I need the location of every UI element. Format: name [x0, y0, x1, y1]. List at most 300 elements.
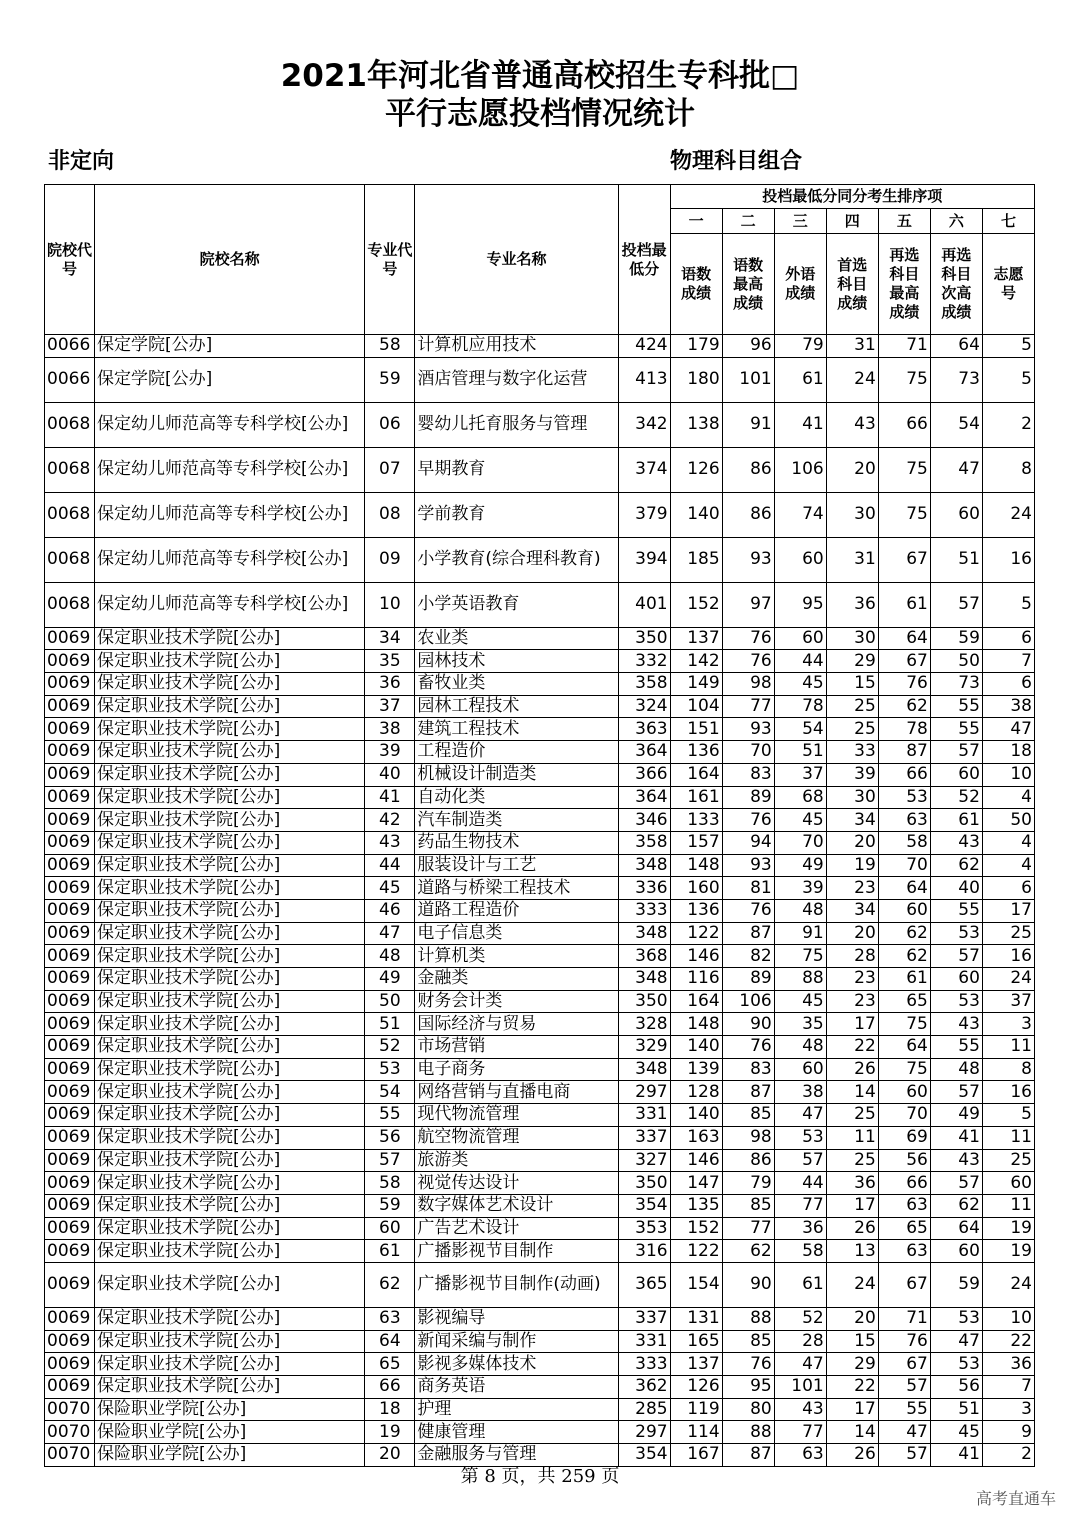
- school-code-cell: 0069: [45, 899, 95, 922]
- tiebreak-cell: 75: [774, 945, 826, 968]
- tiebreak-cell: 88: [722, 1421, 774, 1444]
- tiebreak-cell: 86: [722, 447, 774, 492]
- major-name-cell: 学前教育: [415, 492, 618, 537]
- major-code-cell: 47: [365, 922, 415, 945]
- major-code-cell: 58: [365, 1172, 415, 1195]
- major-name-cell: 网络营销与直播电商: [415, 1081, 618, 1104]
- header-order-1: 一: [670, 209, 722, 234]
- tiebreak-cell: 20: [826, 1307, 878, 1330]
- tiebreak-cell: 87: [722, 1444, 774, 1467]
- tiebreak-cell: 78: [878, 718, 930, 741]
- tiebreak-cell: 146: [670, 945, 722, 968]
- tiebreak-cell: 7: [982, 650, 1034, 673]
- tiebreak-cell: 5: [982, 582, 1034, 627]
- tiebreak-cell: 55: [930, 899, 982, 922]
- tiebreak-cell: 94: [722, 831, 774, 854]
- major-code-cell: 19: [365, 1421, 415, 1444]
- tiebreak-cell: 6: [982, 877, 1034, 900]
- school-name-cell: 保险职业学院[公办]: [95, 1421, 365, 1444]
- tiebreak-cell: 47: [930, 447, 982, 492]
- tiebreak-cell: 161: [670, 786, 722, 809]
- tiebreak-cell: 16: [982, 1081, 1034, 1104]
- major-code-cell: 42: [365, 809, 415, 832]
- tiebreak-cell: 6: [982, 627, 1034, 650]
- min-score-cell: 348: [618, 1058, 670, 1081]
- tiebreak-cell: 24: [826, 357, 878, 402]
- tiebreak-cell: 85: [722, 1330, 774, 1353]
- tiebreak-cell: 6: [982, 673, 1034, 696]
- tiebreak-cell: 88: [774, 968, 826, 991]
- header-major-code: 专业代号: [365, 185, 415, 335]
- tiebreak-cell: 43: [930, 1149, 982, 1172]
- tiebreak-cell: 95: [774, 582, 826, 627]
- tiebreak-cell: 60: [774, 1058, 826, 1081]
- table-row: [45, 1262, 1035, 1307]
- tiebreak-cell: 75: [878, 447, 930, 492]
- tiebreak-cell: 90: [722, 1013, 774, 1036]
- school-name-cell: 保定职业技术学院[公办]: [95, 1240, 365, 1263]
- tiebreak-cell: 77: [774, 1194, 826, 1217]
- tiebreak-cell: 139: [670, 1058, 722, 1081]
- major-name-cell: 小学英语教育: [415, 582, 618, 627]
- tiebreak-cell: 23: [826, 968, 878, 991]
- school-code-cell: 0069: [45, 990, 95, 1013]
- tiebreak-cell: 62: [878, 945, 930, 968]
- tiebreak-cell: 37: [982, 990, 1034, 1013]
- tiebreak-cell: 106: [722, 990, 774, 1013]
- watermark: 高考直通车: [975, 1489, 1056, 1508]
- table-row: [45, 1240, 1035, 1263]
- tiebreak-cell: 74: [774, 492, 826, 537]
- min-score-cell: 329: [618, 1036, 670, 1059]
- school-name-cell: 保定学院[公办]: [95, 357, 365, 402]
- school-code-cell: 0069: [45, 1081, 95, 1104]
- major-name-cell: 广播影视节目制作(动画): [415, 1262, 618, 1307]
- tiebreak-cell: 64: [878, 877, 930, 900]
- school-code-cell: 0068: [45, 582, 95, 627]
- school-code-cell: 0070: [45, 1421, 95, 1444]
- major-code-cell: 08: [365, 492, 415, 537]
- school-name-cell: 保定职业技术学院[公办]: [95, 1013, 365, 1036]
- tiebreak-cell: 4: [982, 786, 1034, 809]
- header-school-name: 院校名称: [95, 185, 365, 335]
- school-name-cell: 保定职业技术学院[公办]: [95, 1194, 365, 1217]
- tiebreak-cell: 66: [878, 402, 930, 447]
- tiebreak-cell: 57: [878, 1444, 930, 1467]
- major-name-cell: 园林工程技术: [415, 695, 618, 718]
- min-score-cell: 346: [618, 809, 670, 832]
- school-code-cell: 0068: [45, 447, 95, 492]
- tiebreak-cell: 57: [930, 1081, 982, 1104]
- subtitle-left: 非定向: [48, 149, 115, 174]
- tiebreak-cell: 34: [826, 809, 878, 832]
- header-tiebreak-2: 语数最高成绩: [722, 234, 774, 335]
- min-score-cell: 394: [618, 537, 670, 582]
- major-code-cell: 58: [365, 335, 415, 358]
- table-row: [45, 741, 1035, 764]
- tiebreak-cell: 79: [722, 1172, 774, 1195]
- school-name-cell: 保定职业技术学院[公办]: [95, 741, 365, 764]
- tiebreak-cell: 95: [722, 1376, 774, 1399]
- major-code-cell: 35: [365, 650, 415, 673]
- table-row: [45, 1036, 1035, 1059]
- table-row: [45, 1376, 1035, 1399]
- school-name-cell: 保定职业技术学院[公办]: [95, 922, 365, 945]
- min-score-cell: 328: [618, 1013, 670, 1036]
- tiebreak-cell: 55: [930, 1036, 982, 1059]
- tiebreak-cell: 13: [826, 1240, 878, 1263]
- tiebreak-cell: 17: [982, 899, 1034, 922]
- school-code-cell: 0069: [45, 1194, 95, 1217]
- school-code-cell: 0069: [45, 1013, 95, 1036]
- tiebreak-cell: 45: [930, 1421, 982, 1444]
- tiebreak-cell: 29: [826, 1353, 878, 1376]
- school-name-cell: 保险职业学院[公办]: [95, 1398, 365, 1421]
- tiebreak-cell: 97: [722, 582, 774, 627]
- major-code-cell: 38: [365, 718, 415, 741]
- table-row: [45, 1104, 1035, 1127]
- tiebreak-cell: 126: [670, 447, 722, 492]
- major-name-cell: 影视编导: [415, 1307, 618, 1330]
- table-row: [45, 650, 1035, 673]
- header-tiebreak-5: 再选科目最高成绩: [878, 234, 930, 335]
- page-title-line2: 平行志愿投档情况统计: [385, 96, 695, 132]
- tiebreak-cell: 160: [670, 877, 722, 900]
- school-name-cell: 保定学院[公办]: [95, 335, 365, 358]
- tiebreak-cell: 91: [774, 922, 826, 945]
- tiebreak-cell: 58: [774, 1240, 826, 1263]
- school-code-cell: 0069: [45, 650, 95, 673]
- tiebreak-cell: 67: [878, 650, 930, 673]
- tiebreak-cell: 63: [878, 1240, 930, 1263]
- major-code-cell: 36: [365, 673, 415, 696]
- tiebreak-cell: 36: [826, 1172, 878, 1195]
- tiebreak-cell: 54: [774, 718, 826, 741]
- tiebreak-cell: 18: [982, 741, 1034, 764]
- tiebreak-cell: 87: [878, 741, 930, 764]
- tiebreak-cell: 64: [878, 627, 930, 650]
- tiebreak-cell: 20: [826, 922, 878, 945]
- major-name-cell: 数字媒体艺术设计: [415, 1194, 618, 1217]
- tiebreak-cell: 136: [670, 899, 722, 922]
- tiebreak-cell: 128: [670, 1081, 722, 1104]
- tiebreak-cell: 106: [774, 447, 826, 492]
- tiebreak-cell: 54: [930, 402, 982, 447]
- tiebreak-cell: 25: [982, 922, 1034, 945]
- school-code-cell: 0069: [45, 1262, 95, 1307]
- school-code-cell: 0069: [45, 1172, 95, 1195]
- tiebreak-cell: 77: [722, 1217, 774, 1240]
- tiebreak-cell: 77: [722, 695, 774, 718]
- tiebreak-cell: 62: [878, 695, 930, 718]
- major-code-cell: 64: [365, 1330, 415, 1353]
- min-score-cell: 358: [618, 673, 670, 696]
- table-row: [45, 831, 1035, 854]
- tiebreak-cell: 23: [826, 990, 878, 1013]
- tiebreak-cell: 152: [670, 582, 722, 627]
- min-score-cell: 366: [618, 763, 670, 786]
- tiebreak-cell: 47: [774, 1353, 826, 1376]
- school-name-cell: 保定幼儿师范高等专科学校[公办]: [95, 447, 365, 492]
- major-code-cell: 06: [365, 402, 415, 447]
- major-code-cell: 50: [365, 990, 415, 1013]
- school-code-cell: 0069: [45, 1104, 95, 1127]
- tiebreak-cell: 30: [826, 786, 878, 809]
- major-name-cell: 工程造价: [415, 741, 618, 764]
- tiebreak-cell: 17: [826, 1398, 878, 1421]
- table-row: [45, 899, 1035, 922]
- min-score-cell: 331: [618, 1330, 670, 1353]
- table-row: [45, 809, 1035, 832]
- major-code-cell: 48: [365, 945, 415, 968]
- school-name-cell: 保定职业技术学院[公办]: [95, 809, 365, 832]
- min-score-cell: 368: [618, 945, 670, 968]
- tiebreak-cell: 57: [774, 1149, 826, 1172]
- major-name-cell: 酒店管理与数字化运营: [415, 357, 618, 402]
- school-name-cell: 保定职业技术学院[公办]: [95, 968, 365, 991]
- table-row: [45, 1058, 1035, 1081]
- school-name-cell: 保定职业技术学院[公办]: [95, 945, 365, 968]
- tiebreak-cell: 64: [878, 1036, 930, 1059]
- tiebreak-cell: 122: [670, 1240, 722, 1263]
- major-code-cell: 65: [365, 1353, 415, 1376]
- tiebreak-cell: 30: [826, 627, 878, 650]
- page-footer: 第 8 页，共 259 页: [460, 1466, 620, 1487]
- school-name-cell: 保定职业技术学院[公办]: [95, 1149, 365, 1172]
- school-name-cell: 保定幼儿师范高等专科学校[公办]: [95, 402, 365, 447]
- tiebreak-cell: 51: [930, 537, 982, 582]
- tiebreak-cell: 149: [670, 673, 722, 696]
- tiebreak-cell: 30: [826, 492, 878, 537]
- major-name-cell: 计算机类: [415, 945, 618, 968]
- tiebreak-cell: 98: [722, 673, 774, 696]
- tiebreak-cell: 44: [774, 650, 826, 673]
- tiebreak-cell: 87: [722, 1081, 774, 1104]
- min-score-cell: 324: [618, 695, 670, 718]
- tiebreak-cell: 38: [774, 1081, 826, 1104]
- tiebreak-cell: 86: [722, 1149, 774, 1172]
- tiebreak-cell: 26: [826, 1058, 878, 1081]
- min-score-cell: 297: [618, 1081, 670, 1104]
- tiebreak-cell: 26: [826, 1217, 878, 1240]
- tiebreak-cell: 61: [930, 809, 982, 832]
- tiebreak-cell: 83: [722, 763, 774, 786]
- tiebreak-cell: 10: [982, 1307, 1034, 1330]
- major-code-cell: 54: [365, 1081, 415, 1104]
- tiebreak-cell: 61: [878, 582, 930, 627]
- school-code-cell: 0069: [45, 1058, 95, 1081]
- tiebreak-cell: 3: [982, 1398, 1034, 1421]
- tiebreak-cell: 57: [930, 741, 982, 764]
- tiebreak-cell: 148: [670, 1013, 722, 1036]
- tiebreak-cell: 60: [930, 492, 982, 537]
- major-name-cell: 机械设计制造类: [415, 763, 618, 786]
- min-score-cell: 374: [618, 447, 670, 492]
- min-score-cell: 342: [618, 402, 670, 447]
- tiebreak-cell: 14: [826, 1421, 878, 1444]
- min-score-cell: 401: [618, 582, 670, 627]
- tiebreak-cell: 152: [670, 1217, 722, 1240]
- tiebreak-cell: 66: [878, 763, 930, 786]
- school-name-cell: 保定职业技术学院[公办]: [95, 1217, 365, 1240]
- school-code-cell: 0069: [45, 741, 95, 764]
- school-name-cell: 保定职业技术学院[公办]: [95, 673, 365, 696]
- table-row: [45, 447, 1035, 492]
- tiebreak-cell: 29: [826, 650, 878, 673]
- table-row: [45, 695, 1035, 718]
- tiebreak-cell: 60: [930, 1240, 982, 1263]
- table-row: [45, 877, 1035, 900]
- tiebreak-cell: 79: [774, 335, 826, 358]
- major-code-cell: 56: [365, 1126, 415, 1149]
- page-title-line1: 2021年河北省普通高校招生专科批□: [280, 58, 800, 94]
- tiebreak-cell: 126: [670, 1376, 722, 1399]
- tiebreak-cell: 36: [774, 1217, 826, 1240]
- tiebreak-cell: 53: [930, 1353, 982, 1376]
- tiebreak-cell: 167: [670, 1444, 722, 1467]
- tiebreak-cell: 35: [774, 1013, 826, 1036]
- tiebreak-cell: 101: [722, 357, 774, 402]
- school-code-cell: 0069: [45, 718, 95, 741]
- major-code-cell: 09: [365, 537, 415, 582]
- tiebreak-cell: 60: [982, 1172, 1034, 1195]
- tiebreak-cell: 104: [670, 695, 722, 718]
- tiebreak-cell: 37: [774, 763, 826, 786]
- school-code-cell: 0068: [45, 492, 95, 537]
- tiebreak-cell: 47: [878, 1421, 930, 1444]
- table-row: [45, 627, 1035, 650]
- school-code-cell: 0066: [45, 335, 95, 358]
- min-score-cell: 336: [618, 877, 670, 900]
- header-order-5: 五: [878, 209, 930, 234]
- major-name-cell: 服装设计与工艺: [415, 854, 618, 877]
- major-name-cell: 广告艺术设计: [415, 1217, 618, 1240]
- tiebreak-cell: 135: [670, 1194, 722, 1217]
- tiebreak-cell: 55: [930, 695, 982, 718]
- min-score-cell: 337: [618, 1126, 670, 1149]
- major-name-cell: 道路与桥梁工程技术: [415, 877, 618, 900]
- min-score-cell: 358: [618, 831, 670, 854]
- min-score-cell: 363: [618, 718, 670, 741]
- tiebreak-cell: 53: [878, 786, 930, 809]
- min-score-cell: 364: [618, 741, 670, 764]
- school-code-cell: 0069: [45, 968, 95, 991]
- school-name-cell: 保定职业技术学院[公办]: [95, 695, 365, 718]
- tiebreak-cell: 24: [982, 968, 1034, 991]
- school-name-cell: 保定职业技术学院[公办]: [95, 1330, 365, 1353]
- tiebreak-cell: 70: [878, 1104, 930, 1127]
- school-name-cell: 保定职业技术学院[公办]: [95, 1172, 365, 1195]
- school-name-cell: 保定职业技术学院[公办]: [95, 990, 365, 1013]
- tiebreak-cell: 53: [930, 922, 982, 945]
- school-name-cell: 保定职业技术学院[公办]: [95, 786, 365, 809]
- major-name-cell: 畜牧业类: [415, 673, 618, 696]
- tiebreak-cell: 20: [826, 447, 878, 492]
- tiebreak-cell: 83: [722, 1058, 774, 1081]
- school-code-cell: 0069: [45, 809, 95, 832]
- tiebreak-cell: 69: [878, 1126, 930, 1149]
- tiebreak-cell: 19: [826, 854, 878, 877]
- school-code-cell: 0069: [45, 1330, 95, 1353]
- tiebreak-cell: 55: [878, 1398, 930, 1421]
- table-row: [45, 945, 1035, 968]
- tiebreak-cell: 180: [670, 357, 722, 402]
- tiebreak-cell: 76: [878, 1330, 930, 1353]
- tiebreak-cell: 76: [722, 1353, 774, 1376]
- school-name-cell: 保定职业技术学院[公办]: [95, 1353, 365, 1376]
- tiebreak-cell: 76: [722, 627, 774, 650]
- tiebreak-cell: 58: [878, 831, 930, 854]
- tiebreak-cell: 2: [982, 1444, 1034, 1467]
- tiebreak-cell: 25: [826, 695, 878, 718]
- tiebreak-cell: 16: [982, 537, 1034, 582]
- tiebreak-cell: 5: [982, 335, 1034, 358]
- school-name-cell: 保定职业技术学院[公办]: [95, 877, 365, 900]
- header-min-score: 投档最低分: [618, 185, 670, 335]
- tiebreak-cell: 24: [826, 1262, 878, 1307]
- school-name-cell: 保定职业技术学院[公办]: [95, 763, 365, 786]
- school-name-cell: 保定职业技术学院[公办]: [95, 650, 365, 673]
- header-tiebreak-7: 志愿号: [982, 234, 1034, 335]
- major-code-cell: 41: [365, 786, 415, 809]
- table-row: [45, 1126, 1035, 1149]
- tiebreak-cell: 45: [774, 990, 826, 1013]
- tiebreak-cell: 43: [930, 831, 982, 854]
- major-code-cell: 57: [365, 1149, 415, 1172]
- major-name-cell: 金融类: [415, 968, 618, 991]
- school-code-cell: 0066: [45, 357, 95, 402]
- table-row: [45, 990, 1035, 1013]
- tiebreak-cell: 43: [930, 1013, 982, 1036]
- major-name-cell: 现代物流管理: [415, 1104, 618, 1127]
- min-score-cell: 297: [618, 1421, 670, 1444]
- tiebreak-cell: 71: [878, 1307, 930, 1330]
- tiebreak-cell: 51: [930, 1398, 982, 1421]
- tiebreak-cell: 140: [670, 1104, 722, 1127]
- major-name-cell: 电子信息类: [415, 922, 618, 945]
- min-score-cell: 350: [618, 627, 670, 650]
- tiebreak-cell: 61: [774, 1262, 826, 1307]
- tiebreak-cell: 28: [826, 945, 878, 968]
- tiebreak-cell: 45: [774, 673, 826, 696]
- major-code-cell: 45: [365, 877, 415, 900]
- tiebreak-cell: 3: [982, 1013, 1034, 1036]
- tiebreak-cell: 85: [722, 1104, 774, 1127]
- school-code-cell: 0069: [45, 1217, 95, 1240]
- major-code-cell: 10: [365, 582, 415, 627]
- table-row: [45, 1330, 1035, 1353]
- major-code-cell: 20: [365, 1444, 415, 1467]
- tiebreak-cell: 48: [774, 899, 826, 922]
- major-code-cell: 59: [365, 357, 415, 402]
- school-code-cell: 0069: [45, 854, 95, 877]
- tiebreak-cell: 4: [982, 854, 1034, 877]
- school-name-cell: 保定职业技术学院[公办]: [95, 1058, 365, 1081]
- tiebreak-cell: 101: [774, 1376, 826, 1399]
- tiebreak-cell: 63: [878, 1194, 930, 1217]
- table-row: [45, 582, 1035, 627]
- tiebreak-cell: 163: [670, 1126, 722, 1149]
- tiebreak-cell: 47: [930, 1330, 982, 1353]
- school-code-cell: 0069: [45, 1149, 95, 1172]
- tiebreak-cell: 60: [774, 537, 826, 582]
- tiebreak-cell: 89: [722, 786, 774, 809]
- tiebreak-cell: 136: [670, 741, 722, 764]
- tiebreak-cell: 164: [670, 990, 722, 1013]
- tiebreak-cell: 65: [878, 1217, 930, 1240]
- min-score-cell: 316: [618, 1240, 670, 1263]
- tiebreak-cell: 146: [670, 1149, 722, 1172]
